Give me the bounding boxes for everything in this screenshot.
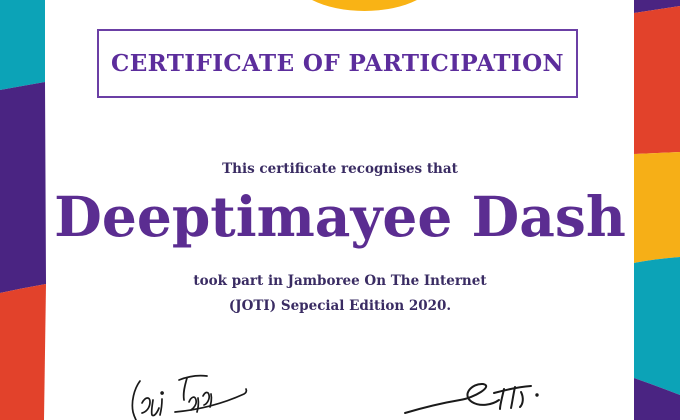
right-stripe-yellow-segment [634,152,680,263]
signature-left-strokes [132,376,246,420]
top-yellow-arc-shape [290,0,439,11]
intro-text: This certificate recognises that [222,161,458,177]
signature-right-strokes [405,384,531,413]
left-stripe-teal-segment [0,0,45,90]
recipient-name: Deeptimayee Dash [54,184,626,249]
signature-right-dot [535,393,538,396]
title-box [97,29,578,98]
right-stripe-red-segment [634,6,680,154]
body-line-1: took part in Jamboree On The Internet [193,273,487,289]
signature-right [402,381,547,420]
left-stripe-purple-segment [0,82,46,293]
right-border-stripe [634,0,680,420]
left-stripe-red-segment [0,284,46,420]
right-stripe-teal-segment [634,257,680,395]
signature-left [127,370,252,420]
left-border-stripe [0,0,46,420]
top-yellow-arc [290,0,439,12]
certificate-title: CERTIFICATE OF PARTICIPATION [111,50,564,77]
body-line-2: (JOTI) Sepecial Edition 2020. [228,298,452,314]
